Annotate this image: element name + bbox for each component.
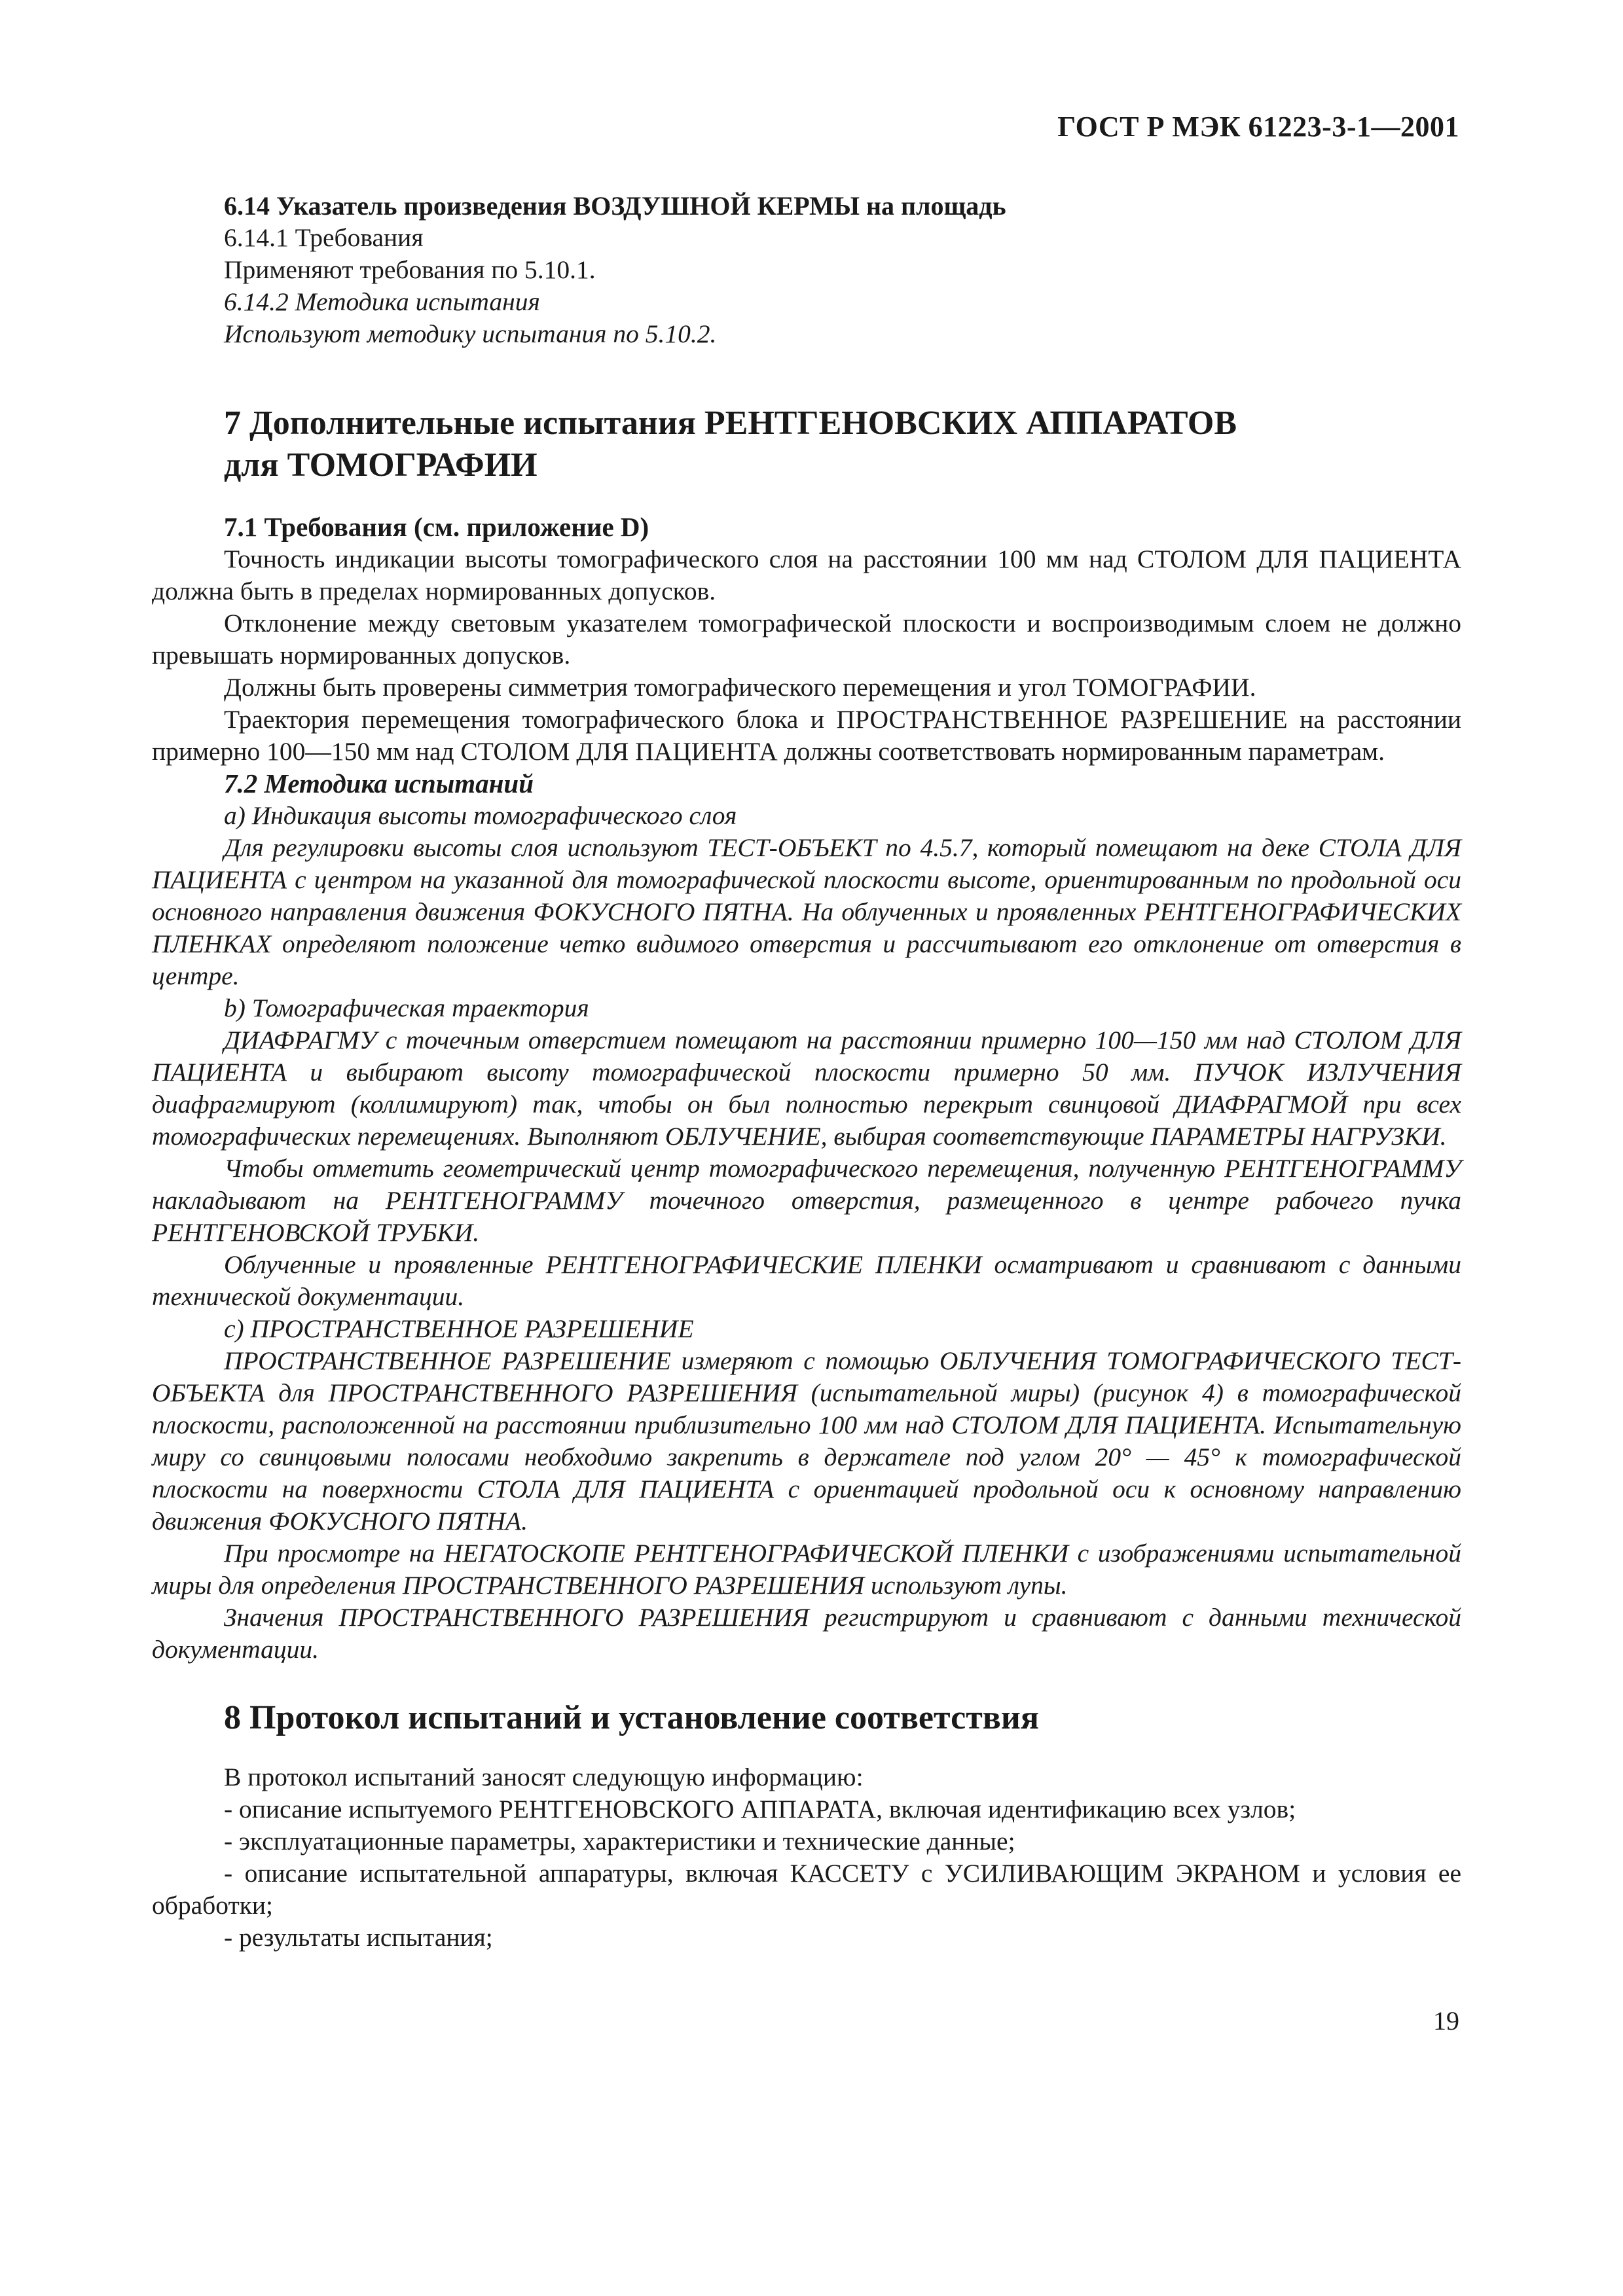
section-7-1-paragraph: Отклонение между световым указателем томографической плоскости и воспроизводимым слоем не должно превышать нормированных допусков.	[152, 609, 1461, 670]
section-7-2-title: 7.2 Методика испытаний	[224, 768, 534, 798]
section-8-list-item: - результаты испытания;	[224, 1923, 493, 1952]
section-6-14-2-text: Используют методику испытания по 5.10.2.	[224, 319, 717, 348]
section-7-1-paragraph: Траектория перемещения томографического блока и ПРОСТРАНСТВЕННОЕ РАЗРЕШЕНИЕ на расстоянии примерно 100—150 мм над СТОЛОМ ДЛЯ ПАЦИЕНТА должны соответствовать нормированным параметрам.	[152, 705, 1461, 766]
section-7-1-paragraph: Должны быть проверены симметрия томографического перемещения и угол ТОМОГРАФИИ.	[224, 673, 1256, 702]
item-b-text: Чтобы отметить геометрический центр томографического перемещения, полученную РЕНТГЕНОГРАММУ накладывают на РЕНТГЕНОГРАММУ точечного отверстия, размещенного в центре рабочего пучка РЕНТГЕНОВСКОЙ ТРУБКИ.	[152, 1154, 1461, 1247]
item-c-text: Значения ПРОСТРАНСТВЕННОГО РАЗРЕШЕНИЯ регистрируют и сравнивают с данными технической документации.	[152, 1603, 1461, 1664]
section-8-list-item: - описание испытательной аппаратуры, включая КАССЕТУ с УСИЛИВАЮЩИМ ЭКРАНОМ и условия ее обработки;	[152, 1859, 1461, 1920]
item-a-title: а) Индикация высоты томографического слоя	[224, 801, 737, 830]
section-7-heading-line2: для ТОМОГРАФИИ	[224, 446, 538, 484]
section-8-intro: В протокол испытаний заносят следующую информацию:	[224, 1763, 864, 1791]
item-c-title: с) ПРОСТРАНСТВЕННОЕ РАЗРЕШЕНИЕ	[224, 1314, 694, 1343]
section-6-14-1-text: Применяют требования по 5.10.1.	[224, 255, 596, 284]
item-c-text: ПРОСТРАНСТВЕННОЕ РАЗРЕШЕНИЕ измеряют с помощью ОБЛУЧЕНИЯ ТОМОГРАФИЧЕСКОГО ТЕСТ-ОБЪЕКТА для ПРОСТРАНСТВЕННОГО РАЗРЕШЕНИЯ (испытательной миры) (рисунок 4) в томографической плоскости, расположенной на расстоянии приблизительно 100 мм над СТОЛОМ ДЛЯ ПАЦИЕНТА. Испытательную миру со свинцовыми полосами необходимо закрепить в держателе под углом 20° — 45° к томографической плоскости на поверхности СТОЛА ДЛЯ ПАЦИЕНТА с ориентацией продольной оси к основному направлению движения ФОКУСНОГО ПЯТНА.	[152, 1346, 1461, 1535]
item-b-text: ДИАФРАГМУ с точечным отверстием помещают на расстоянии примерно 100—150 мм над СТОЛОМ ДЛЯ ПАЦИЕНТА и выбирают высоту томографической плоскости примерно 50 мм. ПУЧОК ИЗЛУЧЕНИЯ диафрагмируют (коллимируют) так, чтобы он был полностью перекрыт свинцовой ДИАФРАГМОЙ при всех томографических перемещениях. Выполняют ОБЛУЧЕНИЕ, выбирая соответствующие ПАРАМЕТРЫ НАГРУЗКИ.	[152, 1026, 1461, 1151]
section-7-1-title: 7.1 Требования (см. приложение D)	[224, 512, 649, 542]
section-7-1-paragraph: Точность индикации высоты томографического слоя на расстоянии 100 мм над СТОЛОМ ДЛЯ ПАЦИЕНТА должна быть в пределах нормированных допусков.	[152, 545, 1461, 605]
item-a-text: Для регулировки высоты слоя используют ТЕСТ-ОБЪЕКТ по 4.5.7, который помещают на деке СТОЛА ДЛЯ ПАЦИЕНТА с центром на указанной для томографической плоскости высоте, ориентированным по продольной оси основного направления движения ФОКУСНОГО ПЯТНА. На облученных и проявленных РЕНТГЕНОГРАФИЧЕСКИХ ПЛЕНКАХ определяют положение четко видимого отверстия и рассчитывают его отклонение от отверстия в центре.	[152, 833, 1461, 990]
section-8-list-item: - описание испытуемого РЕНТГЕНОВСКОГО АППАРАТА, включая идентификацию всех узлов;	[224, 1795, 1296, 1823]
standard-header: ГОСТ Р МЭК 61223-3-1—2001	[1057, 111, 1459, 143]
item-c-text: При просмотре на НЕГАТОСКОПЕ РЕНТГЕНОГРАФИЧЕСКОЙ ПЛЕНКИ с изображениями испытательной миры для определения ПРОСТРАНСТВЕННОГО РАЗРЕШЕНИЯ используют лупы.	[152, 1539, 1461, 1600]
section-7-heading-line1: 7 Дополнительные испытания РЕНТГЕНОВСКИХ АППАРАТОВ	[224, 404, 1237, 442]
page-content	[152, 190, 1461, 1954]
section-6-14-1-title: 6.14.1 Требования	[224, 223, 424, 252]
section-6-14-title: 6.14 Указатель произведения ВОЗДУШНОЙ КЕРМЫ на площадь	[224, 191, 1006, 221]
item-b-text: Облученные и проявленные РЕНТГЕНОГРАФИЧЕСКИЕ ПЛЕНКИ осматривают и сравнивают с данными технической документации.	[152, 1250, 1461, 1311]
section-7-heading	[224, 403, 1461, 486]
section-8-list-item: - эксплуатационные параметры, характеристики и технические данные;	[224, 1827, 1015, 1856]
section-6-14-2-title: 6.14.2 Методика испытания	[224, 287, 540, 316]
page-number: 19	[1433, 2006, 1459, 2036]
item-b-title: b) Томографическая траектория	[224, 994, 589, 1022]
section-8-heading: 8 Протокол испытаний и установление соответствия	[224, 1699, 1039, 1736]
